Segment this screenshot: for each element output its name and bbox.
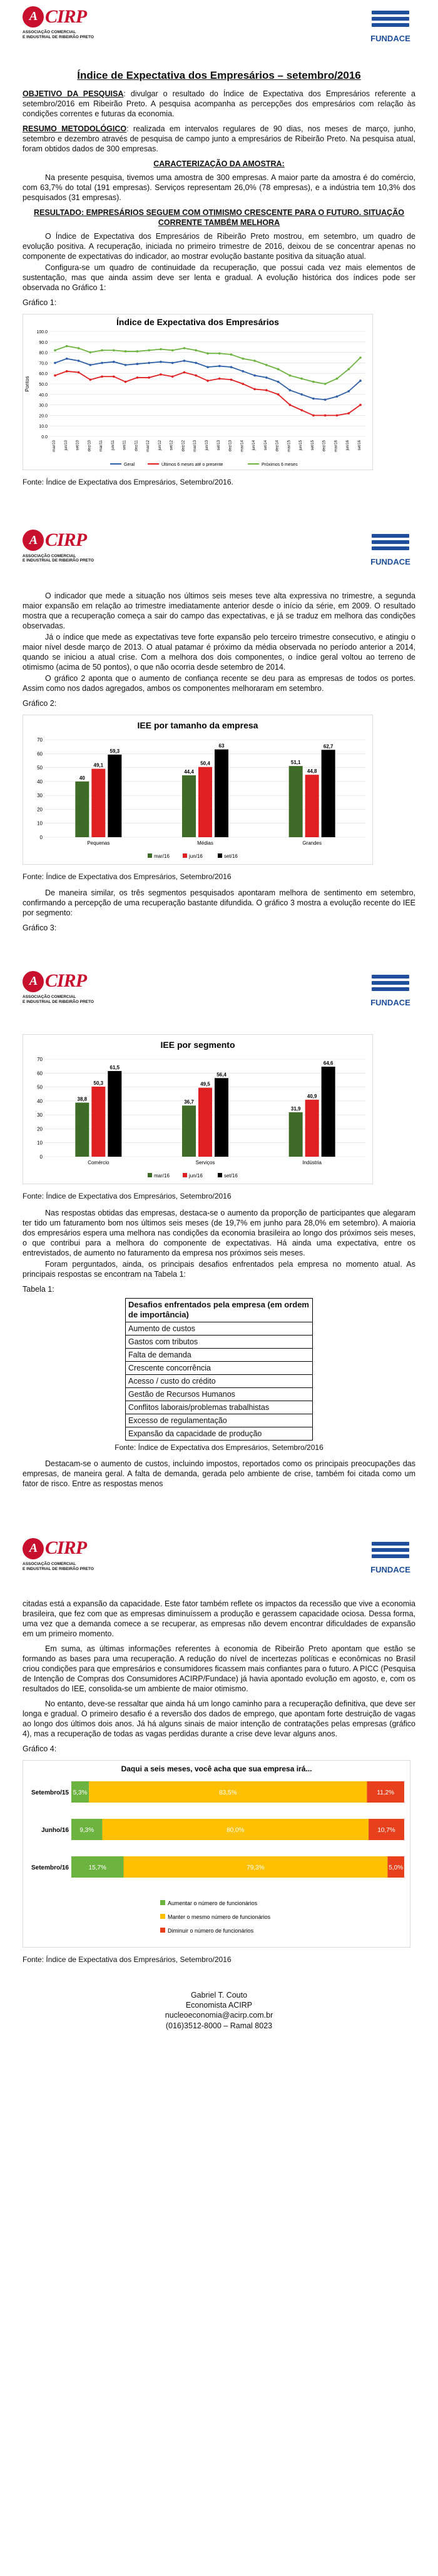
data-point	[218, 378, 221, 380]
data-label: 80,0%	[227, 1827, 245, 1834]
y-tick-label: 10	[37, 1140, 43, 1147]
data-label: 51,1	[290, 760, 301, 766]
legend-label: Últimos 6 meses até o presente	[161, 462, 223, 467]
x-tick-label: mar/15	[287, 440, 292, 452]
data-label: 62,7	[323, 743, 334, 750]
stacked-bar-chart-employment	[23, 1760, 410, 1948]
data-point	[195, 361, 197, 364]
data-point	[218, 365, 221, 367]
bar	[182, 1106, 196, 1157]
author-name: Gabriel T. Couto	[190, 1990, 248, 2000]
data-point	[125, 381, 127, 383]
data-point	[230, 353, 233, 356]
table1-label: Tabela 1:	[23, 1284, 54, 1294]
data-point	[136, 376, 139, 379]
data-point	[136, 350, 139, 353]
legend-label: Geral	[124, 462, 135, 467]
data-point	[78, 347, 80, 350]
data-point	[125, 364, 127, 366]
y-tick-label: 0	[39, 835, 43, 841]
data-label: 5,3%	[73, 1789, 88, 1797]
x-tick-label: mar/10	[53, 440, 56, 452]
data-label: 40	[79, 775, 85, 781]
chart3-label: Gráfico 3:	[23, 923, 57, 933]
data-point	[171, 349, 174, 351]
legend-label: jun/16	[189, 1173, 203, 1179]
x-tick-label: jun/14	[252, 440, 257, 451]
fundace-logo: FUNDACE	[365, 969, 415, 1009]
author-email: nucleoeconomia@acirp.com.br	[165, 2011, 273, 2020]
table-header: Desafios enfrentados pela empresa (em ordem de importância)	[126, 1298, 313, 1322]
data-point	[300, 393, 303, 396]
legend-swatch	[183, 853, 187, 858]
data-point	[277, 381, 280, 383]
legend-label: Diminuir o número de funcionários	[168, 1928, 254, 1935]
data-label: 79,3%	[247, 1864, 265, 1872]
table-row: Excesso de regulamentação	[126, 1414, 313, 1427]
y-tick-label: 50.0	[39, 382, 48, 387]
y-tick-label: 60	[37, 1070, 43, 1077]
y-category-label: Junho/16	[41, 1827, 69, 1834]
bar	[215, 1079, 228, 1157]
bar	[108, 755, 121, 837]
data-label: 49,1	[93, 762, 104, 768]
header	[23, 0, 415, 68]
challenges-table	[125, 1298, 313, 1441]
legend-swatch	[218, 1173, 222, 1177]
legend-swatch	[148, 1173, 152, 1177]
data-label: 63	[218, 743, 225, 749]
data-point	[183, 371, 186, 373]
legend-label: Próximos 6 meses	[262, 462, 298, 467]
header	[23, 964, 415, 1032]
source-table1: Fonte: Índice de Expectativa dos Empresários, Setembro/2016	[115, 1443, 323, 1452]
signature	[23, 1990, 415, 2031]
data-point	[347, 412, 350, 415]
table-row: Conflitos laborais/problemas trabalhistas	[126, 1401, 313, 1414]
y-tick-label: 70.0	[39, 361, 48, 366]
legend-label: jun/16	[189, 853, 203, 860]
y-tick-label: 40	[37, 778, 43, 785]
legend-label: set/16	[224, 853, 238, 860]
data-point	[336, 414, 339, 416]
legend-label: mar/16	[154, 853, 170, 860]
legend-swatch	[160, 1928, 165, 1933]
x-tick-label: Médias	[197, 840, 213, 847]
y-tick-label: 0.0	[41, 435, 48, 440]
acirp-subtitle: ASSOCIAÇÃO COMERCIAL E INDUSTRIAL DE RIBEIRÃO PRETO	[23, 30, 94, 40]
data-point	[359, 380, 362, 382]
data-point	[218, 352, 221, 355]
data-point	[242, 383, 245, 385]
y-category-label: Setembro/15	[31, 1789, 69, 1797]
paragraph-8: Foram perguntados, ainda, os principais desafios enfrentados pela empresa no momento atual. As principais respostas se encontram na Tabela 1:	[23, 1259, 415, 1279]
chart-title: IEE por segmento	[160, 1040, 235, 1050]
data-point	[265, 364, 268, 366]
x-tick-label: dez/12	[181, 440, 186, 451]
x-tick-label: dez/13	[228, 440, 233, 451]
table-row: Falta de demanda	[126, 1349, 313, 1362]
bar	[305, 775, 319, 837]
amostra-heading: CARACTERIZAÇÃO DA AMOSTRA:	[153, 159, 285, 168]
data-point	[336, 378, 339, 380]
x-tick-label: Comércio	[88, 1160, 109, 1166]
acirp-logo: A CIRP ASSOCIAÇÃO COMERCIAL E INDUSTRIAL DE RIBEIRÃO PRETO	[23, 5, 116, 40]
data-point	[312, 381, 315, 383]
data-point	[113, 375, 115, 378]
legend-label: mar/16	[154, 1173, 170, 1179]
y-axis-label: Pontos	[24, 376, 30, 392]
data-label: 50,3	[93, 1080, 104, 1087]
bar	[289, 1112, 303, 1157]
data-label: 40,9	[307, 1094, 317, 1100]
data-label: 9,3%	[79, 1827, 94, 1834]
data-point	[78, 371, 80, 373]
data-point	[242, 370, 245, 373]
legend-swatch	[160, 1914, 165, 1919]
chart-title: Índice de Expectativa dos Empresários	[116, 316, 279, 327]
data-point	[125, 350, 127, 353]
data-label: 49,5	[200, 1082, 210, 1088]
legend-label: Manter o mesmo número de funcionários	[168, 1914, 271, 1921]
data-point	[171, 361, 174, 364]
y-tick-label: 20.0	[39, 414, 48, 419]
bar-chart-size	[23, 715, 373, 865]
data-point	[230, 378, 233, 381]
data-point	[230, 366, 233, 368]
data-label: 36,7	[184, 1099, 194, 1105]
x-tick-label: set/15	[310, 440, 315, 451]
data-label: 44,8	[307, 768, 317, 775]
paragraph-9: Destacam-se o aumento de custos, incluindo impostos, reportados como os principais preocupações das empresas, de maneira geral. A falta de demanda, gerada pelo ambiente de crise, também foi citada como um fator de risco. Entre as respostas menos	[23, 1459, 415, 1489]
y-tick-label: 70	[37, 1057, 43, 1063]
objetivo: OBJETIVO DA PESQUISA: divulgar o resultado do Índice de Expectativa dos Empresários referente a setembro/2016 em Ribeirão Preto. A pesquisa acompanha as percepções dos empresários com relação às condições correntes e futuras da economia.	[23, 89, 416, 118]
line-chart	[23, 314, 373, 470]
bar	[289, 766, 303, 837]
y-tick-label: 90.0	[39, 340, 48, 345]
amostra-text: Na presente pesquisa, tivemos uma amostra de 300 empresas. A maior parte da amostra é do comércio, com 63,7% do total (191 empresas). Serviços representam 26,0% (78 empresas), e a indústria tem 10,3% dos pesquisados (31 empresas).	[23, 173, 415, 202]
data-point	[359, 356, 362, 359]
data-point	[113, 361, 115, 363]
data-point	[265, 376, 268, 379]
chart4-label: Gráfico 4:	[23, 1744, 57, 1754]
data-point	[171, 375, 174, 378]
bar	[75, 782, 89, 837]
x-tick-label: jun/16	[346, 440, 350, 451]
bar	[305, 1100, 319, 1157]
data-point	[253, 360, 256, 362]
fundace-logo: FUNDACE	[365, 1536, 415, 1576]
fundace-logo: FUNDACE	[365, 528, 415, 568]
x-tick-label: mar/13	[193, 440, 198, 452]
paragraph-1: O Índice de Expectativa dos Empresários de Ribeirão Preto mostrou, em setembro, um quadro de evolução positiva. A recuperação, iniciada no primeiro trimestre de 2016, deixou de se concentrar apenas no componente de expectativas do indicador, ao mostrar evolução bastante positiva da situação atual.	[23, 231, 415, 261]
x-tick-label: dez/11	[135, 440, 139, 451]
y-tick-label: 40.0	[39, 393, 48, 398]
y-tick-label: 20	[37, 807, 43, 813]
paragraph-2: Configura-se um quadro de continuidade da recuperação, que possui cada vez mais elementos de sustentação, mas que ainda assim deve ser lenta e gradual. A evolução histórica dos índices pode ser observada no Gráfico 1:	[23, 263, 415, 292]
data-point	[160, 348, 162, 351]
data-label: 5,0%	[389, 1864, 404, 1872]
acirp-logo: A CIRP ASSOCIAÇÃO COMERCIAL E INDUSTRIAL DE RIBEIRÃO PRETO	[23, 1537, 94, 1571]
x-tick-label: set/12	[170, 440, 174, 451]
table-row: Gastos com tributos	[126, 1336, 313, 1349]
data-point	[324, 383, 327, 385]
bar	[198, 767, 212, 837]
data-point	[54, 361, 56, 364]
y-tick-label: 50	[37, 765, 43, 771]
y-tick-label: 70	[37, 737, 43, 743]
paragraph-7: Nas respostas obtidas das empresas, destaca-se o aumento da proporção de participantes que alegaram ter tido um faturamento bom nos últimos seis meses (de 19,7% em junho para 28,0% em setembro). A maioria dos empresários espera uma melhora nas condições da economia brasileira ao longo dos próximos seis meses, o que contribui para a melhora do componente de expectativas. Há ainda uma expectativa, entre os entrevistados, de aumento no faturamento da empresa nos próximos seis meses.	[23, 1208, 415, 1257]
author-phone: (016)3512-8000 – Ramal 8023	[165, 2021, 273, 2030]
source-chart1: Fonte: Índice de Expectativa dos Empresários, Setembro/2016.	[23, 477, 233, 486]
bar	[91, 769, 105, 837]
data-point	[195, 349, 197, 351]
x-tick-label: set/13	[216, 440, 221, 451]
data-point	[160, 361, 162, 363]
data-point	[101, 361, 103, 364]
source-chart3: Fonte: Índice de Expectativa dos Empresários, Setembro/2016	[23, 1192, 232, 1201]
x-tick-label: set/16	[358, 440, 362, 451]
x-tick-label: jun/15	[299, 440, 303, 451]
data-point	[206, 380, 209, 382]
y-tick-label: 30	[37, 1112, 43, 1119]
y-tick-label: 80.0	[39, 351, 48, 356]
x-tick-label: jun/12	[158, 440, 162, 451]
x-tick-label: dez/14	[275, 440, 280, 451]
data-point	[324, 414, 327, 416]
data-point	[183, 360, 186, 362]
resultado-heading: RESULTADO: EMPRESÁRIOS SEGUEM COM OTIMISMO CRESCENTE PARA O FUTURO. SITUAÇÃO CORRENTE TAMBÉM MELHORA	[34, 208, 404, 227]
data-point	[148, 376, 150, 379]
paragraph-6: De maneira similar, os três segmentos pesquisados apontaram melhora de sentimento em setembro, confirmando a percepção de uma recuperação bastante difundida. O gráfico 3 mostra a evolução recente do IEE por segmento:	[23, 888, 415, 918]
y-tick-label: 30.0	[39, 403, 48, 408]
data-point	[66, 370, 68, 373]
y-tick-label: 60	[37, 751, 43, 757]
table-row: Aumento de custos	[126, 1322, 313, 1336]
data-point	[347, 390, 350, 393]
data-label: 59,3	[109, 748, 120, 754]
source-chart2: Fonte: Índice de Expectativa dos Empresários, Setembro/2016	[23, 872, 232, 882]
bar	[108, 1071, 121, 1157]
y-tick-label: 0	[39, 1154, 43, 1160]
chart2-label: Gráfico 2:	[23, 699, 57, 708]
x-tick-label: jun/11	[111, 440, 115, 450]
data-label: 38,8	[77, 1097, 88, 1103]
y-tick-label: 100.0	[36, 330, 48, 335]
legend-label: set/16	[224, 1173, 238, 1179]
data-point	[206, 366, 209, 368]
data-point	[312, 414, 315, 416]
data-point	[206, 352, 209, 355]
data-point	[336, 395, 339, 398]
paragraph-10: citadas está a expansão da capacidade. Este fator também reflete os impactos da recessão que vive a economia brasileira, que fez com que as empresas diminuíssem a produção e gerassem capacidade ociosa. Dessa forma, uma vez que a demanda comece a se recuperar, as empresas não devem encontrar dificuldades de expansão em um primeiro momento.	[23, 1599, 415, 1639]
x-tick-label: jun/10	[64, 440, 68, 451]
data-label: 64,6	[323, 1060, 334, 1067]
author-role: Economista ACIRP	[185, 2001, 253, 2010]
paragraph-3: O indicador que mede a situação nos últimos seis meses teve alta expressiva no trimestre, a segunda maior expansão em relação ao trimestre imediatamente anterior desde o início da série, em 2009. O resultado mostra que a recuperação começa a sair do campo das expectativas, e já se traduz em melhora das condições observadas.	[23, 591, 415, 631]
paragraph-4: Já o índice que mede as expectativas teve forte expansão pelo terceiro trimestre consecutivo, e atingiu o maior nível desde março de 2013. O atual patamar é próximo da média observada no período anterior a 2014, quando se iniciou a atual crise. Com a melhora dos dois componentes, o índice geral voltou ao terreno de otimismo (acima de 50 pontos), o que não ocorria desde setembro de 2014.	[23, 633, 415, 672]
data-point	[242, 358, 245, 360]
resumo: RESUMO METODOLÓGICO: realizada em intervalos regulares de 90 dias, nos meses de março, junho, setembro e dezembro através de pesquisa de campo junto a empresários de Ribeirão Preto. Na pesquisa atual, foram obtidos dados de 300 empresas.	[23, 124, 415, 153]
data-point	[54, 349, 56, 351]
data-label: 15,7%	[88, 1864, 106, 1872]
data-point	[289, 389, 292, 391]
y-tick-label: 40	[37, 1099, 43, 1105]
bar	[75, 1103, 89, 1157]
data-label: 44,4	[184, 769, 194, 775]
legend-swatch	[148, 853, 152, 858]
data-point	[277, 393, 280, 396]
x-tick-label: dez/15	[322, 440, 327, 451]
header	[23, 1531, 415, 1599]
y-tick-label: 50	[37, 1085, 43, 1091]
y-tick-label: 30	[37, 793, 43, 799]
legend-label: Aumentar o número de funcionários	[168, 1900, 258, 1907]
x-tick-label: mar/11	[99, 440, 104, 451]
acirp-logo: A CIRP ASSOCIAÇÃO COMERCIAL E INDUSTRIAL DE RIBEIRÃO PRETO	[23, 970, 94, 1004]
data-point	[66, 358, 68, 360]
data-point	[253, 375, 256, 377]
data-point	[347, 368, 350, 370]
data-point	[148, 349, 150, 351]
table-row: Gestão de Recursos Humanos	[126, 1388, 313, 1401]
x-tick-label: set/11	[123, 440, 127, 450]
data-point	[289, 404, 292, 406]
x-tick-label: set/14	[263, 440, 268, 451]
acirp-name: CIRP	[45, 6, 87, 27]
x-tick-label: Serviços	[195, 1160, 215, 1166]
y-tick-label: 10	[37, 820, 43, 827]
data-label: 11,2%	[377, 1789, 395, 1797]
data-point	[289, 375, 292, 377]
data-point	[312, 397, 315, 400]
report-title: Índice de Expectativa dos Empresários – setembro/2016	[77, 69, 361, 81]
table-row: Expansão da capacidade de produção	[126, 1427, 313, 1441]
chart-title: IEE por tamanho da empresa	[137, 720, 258, 731]
bar	[91, 1087, 105, 1157]
legend-swatch	[160, 1900, 165, 1905]
data-point	[101, 375, 103, 378]
data-point	[89, 351, 92, 354]
data-point	[195, 375, 197, 377]
data-point	[359, 404, 362, 406]
y-tick-label: 10.0	[39, 424, 48, 429]
data-point	[300, 409, 303, 411]
data-point	[66, 345, 68, 347]
data-point	[136, 363, 139, 365]
table-row: Acesso / custo do crédito	[126, 1375, 313, 1388]
data-point	[89, 378, 92, 381]
data-point	[160, 373, 162, 376]
data-point	[265, 389, 268, 391]
data-point	[324, 398, 327, 401]
chart-frame	[23, 314, 373, 470]
data-label: 56,4	[216, 1072, 227, 1078]
bar	[182, 775, 196, 837]
data-label: 10,7%	[377, 1827, 395, 1834]
data-label: 31,9	[290, 1106, 301, 1112]
paragraph-11: Em suma, as últimas informações referentes à economia de Ribeirão Preto apontam que estão se formando as bases para uma recuperação. A redução do nível de incertezas políticas e econômicas no Brasil criou condições para que empresários e consumidores ficassem mais confiantes para o futuro. A PICC (Pesquisa de Intenção de Compras dos Consumidores ACIRP/Fundace) já havia apontado evolução em agosto, e, com os resultados do IEE, consolida-se um ambiente de maior otimismo.	[23, 1644, 415, 1694]
bar	[215, 750, 228, 837]
bar	[322, 750, 335, 837]
source-chart4: Fonte: Índice de Expectativa dos Empresários, Setembro/2016	[23, 1955, 232, 1965]
chart1-label: Gráfico 1:	[23, 298, 57, 307]
data-label: 83,5%	[219, 1789, 237, 1797]
data-point	[148, 361, 150, 364]
y-tick-label: 20	[37, 1126, 43, 1132]
bar	[198, 1088, 212, 1157]
x-tick-label: Indústria	[302, 1160, 322, 1166]
data-point	[113, 349, 115, 351]
chart-title: Daqui a seis meses, você acha que sua empresa irá...	[121, 1764, 312, 1774]
data-point	[277, 368, 280, 370]
header	[23, 523, 415, 591]
table-row: Crescente concorrência	[126, 1362, 313, 1375]
bar	[322, 1067, 335, 1157]
data-point	[183, 347, 186, 350]
x-tick-label: set/10	[76, 440, 80, 451]
x-tick-label: mar/16	[334, 440, 339, 452]
legend-swatch	[218, 853, 222, 858]
paragraph-5: O gráfico 2 aponta que o aumento de confiança recente se deu para as empresas de todos os portes. Assim como nos dados agregados, ambos os componentes melhoraram em setembro.	[23, 674, 415, 693]
y-category-label: Setembro/16	[31, 1864, 69, 1872]
paragraph-12: No entanto, deve-se ressaltar que ainda há um longo caminho para a recuperação definitiva, que deve ser longa e gradual. O primeiro desafio é a reversão dos dados de emprego, que apontam forte destruição de vagas ao longo dos últimos dois anos. Já há alguns sinais de maior intenção de contratações pelas empresas (gráfico 4), mas a recuperação de todas as vagas perdidas durante a crise deve levar alguns anos.	[23, 1699, 415, 1739]
bar-chart-segment	[23, 1034, 373, 1184]
x-tick-label: jun/13	[205, 440, 209, 451]
x-tick-label: mar/12	[146, 440, 151, 452]
data-label: 61,5	[109, 1065, 120, 1071]
data-point	[101, 349, 103, 351]
y-tick-label: 60.0	[39, 371, 48, 376]
data-point	[54, 375, 56, 377]
data-label: 50,4	[200, 760, 210, 767]
x-tick-label: Grandes	[302, 840, 322, 847]
acirp-logo: A CIRP ASSOCIAÇÃO COMERCIAL E INDUSTRIAL DE RIBEIRÃO PRETO	[23, 530, 94, 563]
x-tick-label: dez/10	[88, 440, 92, 451]
data-point	[78, 360, 80, 362]
fundace-logo: FUNDACE	[365, 5, 415, 44]
legend-swatch	[183, 1173, 187, 1177]
data-point	[253, 388, 256, 390]
x-tick-label: Pequenas	[87, 840, 110, 847]
data-point	[300, 378, 303, 380]
x-tick-label: mar/14	[240, 440, 245, 452]
data-point	[89, 364, 92, 366]
